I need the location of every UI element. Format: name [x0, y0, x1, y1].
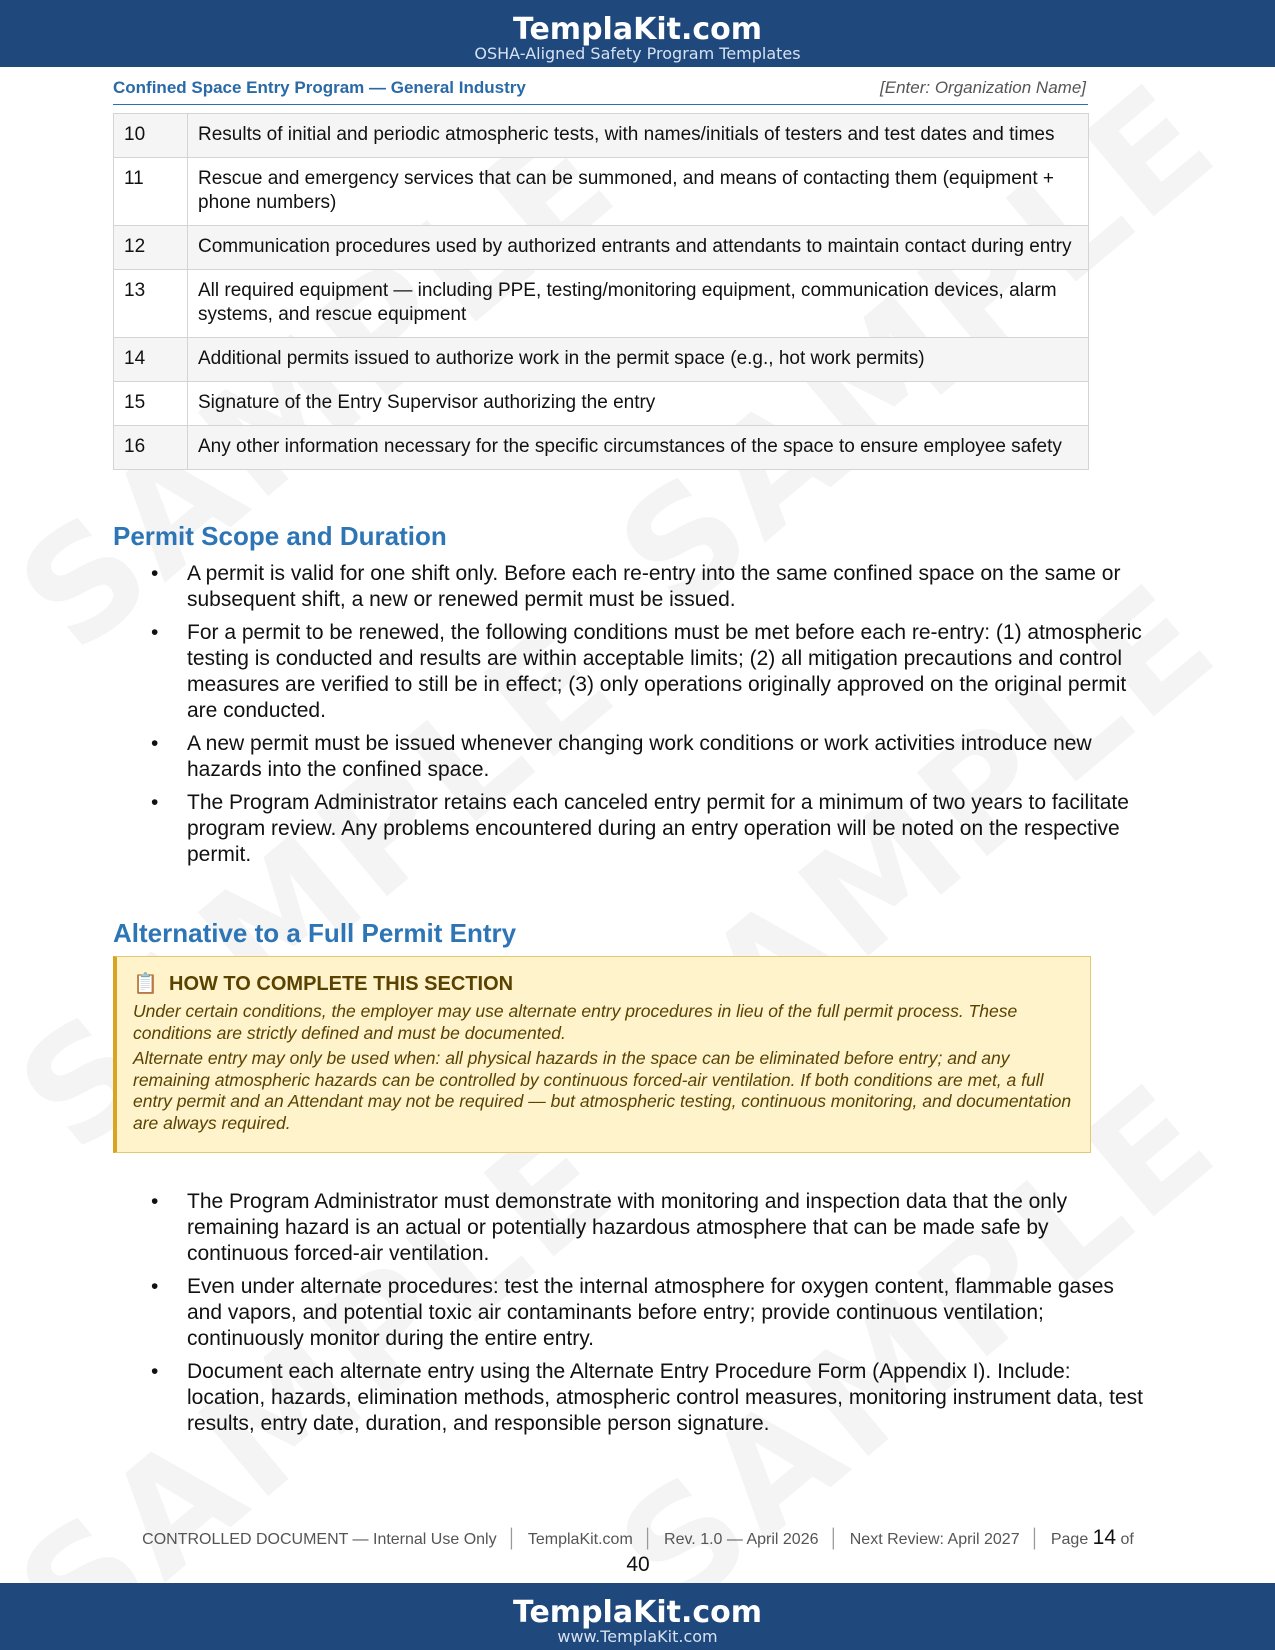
item-text: All required equipment — including PPE, testing/monitoring equipment, communication devices, alarm systems, and rescue equipment [188, 270, 1089, 338]
list-item [151, 561, 1151, 613]
table-row [114, 158, 1089, 226]
list-item-text: Document each alternate entry using the Alternate Entry Procedure Form (Appendix I). Include: location, hazards, elimination methods, atmospheric control measures, monitoring instrument data, test results, entry date, duration, and responsible person signature. [187, 1360, 1143, 1435]
item-number: 10 [114, 114, 188, 158]
bullet-icon: • [151, 1190, 159, 1213]
list-item [151, 731, 1151, 783]
alternative-bullet-list [151, 1189, 1151, 1437]
item-number: 13 [114, 270, 188, 338]
how-to-paragraph: Alternate entry may only be used when: all physical hazards in the space can be eliminated before entry; and any remaining atmospheric hazards can be controlled by continuous forced-air ventilation. If both conditions are met, a full entry permit and an Attendant may not be required — but atmospheric testing, continuous monitoring, and documentation are always required. [133, 1048, 1072, 1133]
how-to-callout [113, 956, 1091, 1153]
item-number: 15 [114, 382, 188, 426]
bullet-icon: • [151, 1360, 159, 1383]
page-footer [113, 1525, 1163, 1577]
next-review-label: Next Review: April 2027 [849, 1531, 1020, 1548]
item-number: 14 [114, 338, 188, 382]
page-total: 40 [626, 1553, 650, 1576]
item-number: 16 [114, 426, 188, 470]
running-header [113, 78, 1088, 105]
of-label: of [1120, 1531, 1134, 1548]
list-item [151, 790, 1151, 868]
list-item-text: A permit is valid for one shift only. Before each re-entry into the same confined space on the same or subsequent shift, a new or renewed permit must be issued. [187, 562, 1121, 611]
list-item-text: The Program Administrator must demonstrate with monitoring and inspection data that the only remaining hazard is an actual or potentially hazardous atmosphere that can be made safe by continuous forced-air ventilation. [187, 1190, 1068, 1265]
item-number: 12 [114, 226, 188, 270]
table-row [114, 114, 1089, 158]
how-to-title-text: HOW TO COMPLETE THIS SECTION [169, 973, 514, 995]
scope-heading: Permit Scope and Duration [113, 521, 447, 551]
scope-bullet-list [151, 561, 1151, 868]
table-row [114, 270, 1089, 338]
table-row [114, 382, 1089, 426]
clipboard-icon: 📋 [133, 973, 158, 995]
divider: │ [828, 1528, 840, 1548]
bullet-icon: • [151, 1275, 159, 1298]
document-title: Confined Space Entry Program — General Industry [113, 78, 526, 97]
page-content [113, 113, 1153, 1444]
table-row [114, 338, 1089, 382]
organization-placeholder: [Enter: Organization Name] [880, 78, 1086, 97]
bullet-icon: • [151, 732, 159, 755]
banner-brand: TemplaKit.com [512, 1595, 762, 1630]
footer-site: TemplaKit.com [527, 1531, 633, 1548]
how-to-title [133, 971, 1074, 997]
top-banner [0, 0, 1275, 67]
bottom-banner [0, 1583, 1275, 1650]
banner-brand: TemplaKit.com [512, 12, 762, 47]
banner-url: www.TemplaKit.com [557, 1627, 718, 1646]
list-item [151, 620, 1151, 724]
item-text: Additional permits issued to authorize work in the permit space (e.g., hot work permits) [188, 338, 1089, 382]
divider: │ [1029, 1528, 1041, 1548]
item-text: Any other information necessary for the specific circumstances of the space to ensure employee safety [188, 426, 1089, 470]
list-item-text: Even under alternate procedures: test the internal atmosphere for oxygen content, flammable gases and vapors, and potential toxic air contaminants before entry; provide continuous ventilation; continuously monitor during the entire entry. [187, 1275, 1114, 1350]
bullet-icon: • [151, 621, 159, 644]
divider: │ [642, 1528, 655, 1548]
list-item [151, 1189, 1151, 1267]
page-label: Page [1050, 1531, 1089, 1548]
table-row [114, 426, 1089, 470]
permit-items-table [113, 113, 1089, 470]
list-item-text: A new permit must be issued whenever changing work conditions or work activities introduce new hazards into the confined space. [187, 732, 1092, 781]
list-item [151, 1274, 1151, 1352]
item-text: Communication procedures used by authorized entrants and attendants to maintain contact during entry [188, 226, 1089, 270]
controlled-document-label: CONTROLLED DOCUMENT — Internal Use Only [142, 1531, 497, 1548]
how-to-paragraph: Under certain conditions, the employer may use alternate entry procedures in lieu of the full permit process. These conditions are strictly defined and must be documented. [133, 1001, 1018, 1043]
banner-tagline: OSHA-Aligned Safety Program Templates [474, 44, 801, 63]
item-text: Signature of the Entry Supervisor authorizing the entry [188, 382, 1089, 426]
bullet-icon: • [151, 791, 159, 814]
item-text: Results of initial and periodic atmospheric tests, with names/initials of testers and test dates and times [188, 114, 1089, 158]
item-text: Rescue and emergency services that can be summoned, and means of contacting them (equipment + phone numbers) [188, 158, 1089, 226]
table-row [114, 226, 1089, 270]
list-item-text: The Program Administrator retains each canceled entry permit for a minimum of two years to facilitate program review. Any problems encountered during an entry operation will be noted on the respective permit. [187, 791, 1129, 866]
alternative-heading: Alternative to a Full Permit Entry [113, 918, 517, 948]
list-item-text: For a permit to be renewed, the following conditions must be met before each re-entry: (1) atmospheric testing is conducted and results are within acceptable limits; (2) all mitigation precautions and control measures are verified to still be in effect; (3) only operations originally approved on the original permit are conducted. [187, 621, 1142, 722]
item-number: 11 [114, 158, 188, 226]
list-item [151, 1359, 1151, 1437]
page-number: 14 [1092, 1526, 1117, 1549]
footer-line [113, 1525, 1163, 1553]
divider: │ [506, 1528, 518, 1548]
bullet-icon: • [151, 562, 159, 585]
revision-label: Rev. 1.0 — April 2026 [664, 1531, 819, 1548]
